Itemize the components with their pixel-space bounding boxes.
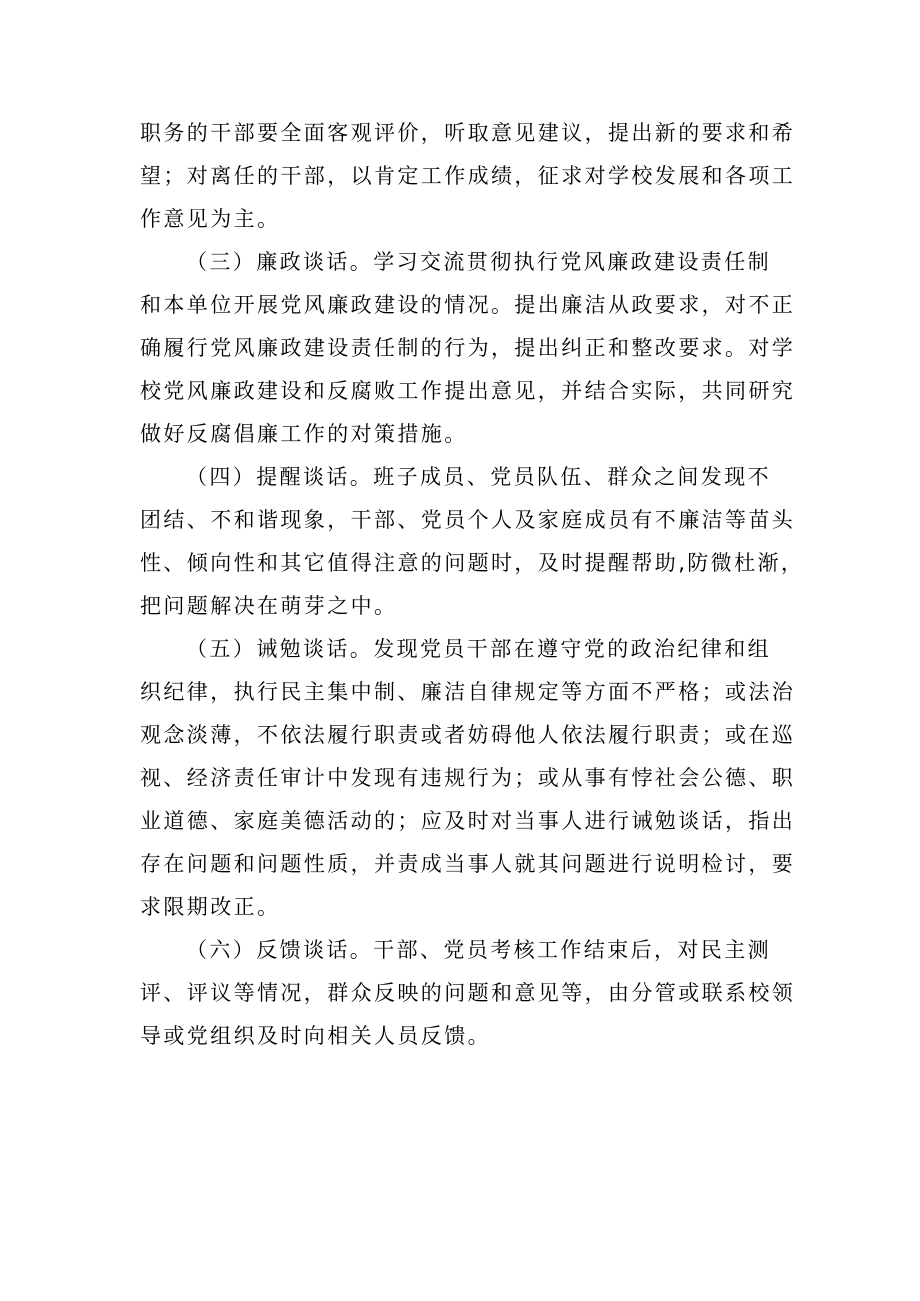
text-line: 业道德、家庭美德活动的；应及时对当事人进行诫勉谈话，指出 xyxy=(140,809,796,833)
document-body xyxy=(140,112,805,1058)
text-line: 求限期改正。 xyxy=(140,895,281,919)
text-line: 确履行党风廉政建设责任制的行为，提出纠正和整改要求。对学 xyxy=(140,336,796,360)
text-line: 做好反腐倡廉工作的对策措施。 xyxy=(140,422,468,446)
text-line: 性、倾向性和其它值得注意的问题时，及时提醒帮助,防微杜渐， xyxy=(140,551,805,575)
paragraph-section-6 xyxy=(140,929,796,1058)
text-line: 导或党组织及时向相关人员反馈。 xyxy=(140,1024,491,1048)
text-line: 观念淡薄，不依法履行职责或者妨碍他人依法履行职责；或在巡 xyxy=(140,723,796,747)
paragraph-section-5 xyxy=(140,628,796,929)
text-line: 团结、不和谐现象，干部、党员个人及家庭成员有不廉洁等苗头 xyxy=(140,508,796,532)
text-line: （三）廉政谈话。学习交流贯彻执行党风廉政建设责任制 xyxy=(186,250,771,274)
paragraph-section-4 xyxy=(140,456,805,628)
paragraph-section-3 xyxy=(140,241,796,456)
text-line: 评、评议等情况，群众反映的问题和意见等，由分管或联系校领 xyxy=(140,981,796,1005)
text-line: （五）诫勉谈话。发现党员干部在遵守党的政治纪律和组 xyxy=(186,637,771,661)
text-line: 职务的干部要全面客观评价，听取意见建议，提出新的要求和希 xyxy=(140,121,796,145)
text-line: 视、经济责任审计中发现有违规行为；或从事有悖社会公德、职 xyxy=(140,766,796,790)
text-line: 校党风廉政建设和反腐败工作提出意见，并结合实际，共同研究 xyxy=(140,379,796,403)
paragraph-continuation xyxy=(140,112,796,241)
text-line: 织纪律，执行民主集中制、廉洁自律规定等方面不严格；或法治 xyxy=(140,680,796,704)
text-line: 和本单位开展党风廉政建设的情况。提出廉洁从政要求，对不正 xyxy=(140,293,796,317)
text-line: 望；对离任的干部，以肯定工作成绩，征求对学校发展和各项工 xyxy=(140,164,796,188)
text-line: 把问题解决在萌芽之中。 xyxy=(140,594,398,618)
text-line: 作意见为主。 xyxy=(140,207,281,231)
text-line: 存在问题和问题性质，并责成当事人就其问题进行说明检讨，要 xyxy=(140,852,796,876)
text-line: （四）提醒谈话。班子成员、党员队伍、群众之间发现不 xyxy=(186,465,771,489)
text-line: （六）反馈谈话。干部、党员考核工作结束后，对民主测 xyxy=(186,938,771,962)
